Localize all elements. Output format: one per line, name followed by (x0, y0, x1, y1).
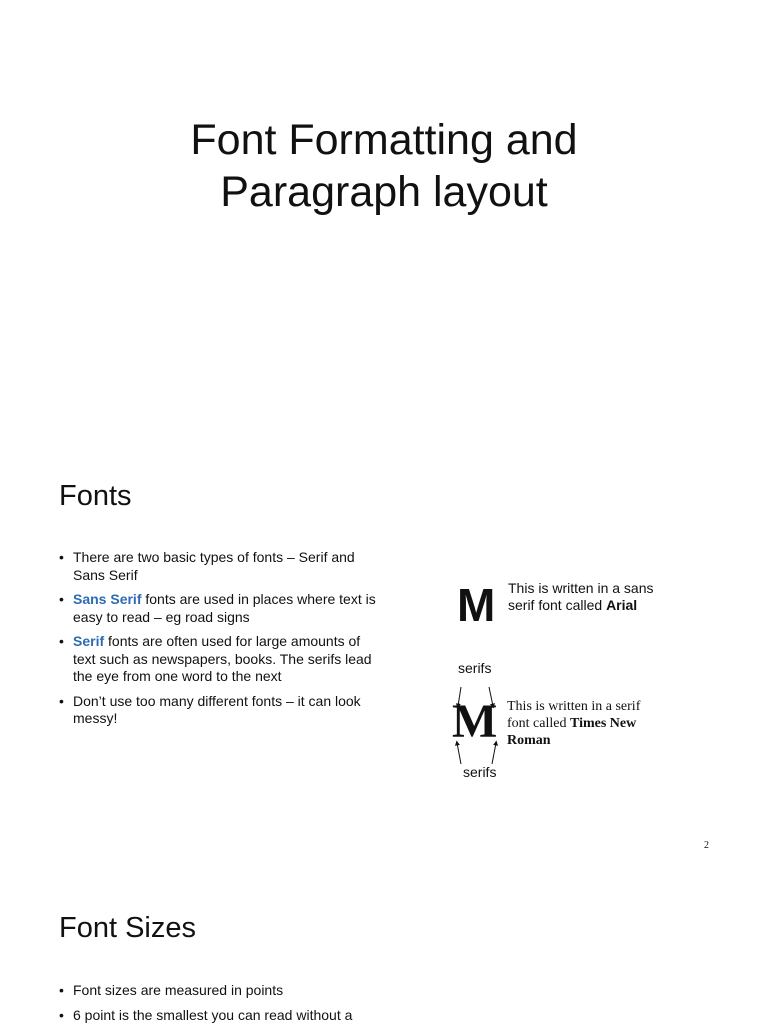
bullet-text: Font sizes are measured in points (73, 982, 284, 998)
serif-letter: M (452, 695, 498, 748)
bullet-item (59, 549, 381, 584)
serif-description (507, 698, 657, 749)
bullet-icon: • (59, 692, 64, 709)
bullet-text: 6 point is the smallest you can read without a (73, 1006, 353, 1023)
serifs-label-bottom: serifs (463, 764, 497, 780)
font-sizes-slide (0, 864, 768, 1024)
serif-example (448, 658, 688, 788)
sans-serif-text: This is written in a sans serif font called (508, 580, 654, 613)
serif-font-name: Times New Roman (507, 716, 637, 748)
fonts-slide (0, 432, 768, 864)
serifs-label-top: serifs (458, 660, 492, 676)
sans-serif-font-name: Arial (606, 597, 638, 613)
bullet-icon: • (59, 633, 64, 649)
page-number: 2 (704, 840, 709, 851)
sans-serif-letter: M (457, 579, 496, 631)
serif-text: This is written in a serif font called (507, 699, 641, 731)
slide-heading: Fonts (59, 480, 132, 512)
bullet-icon: • (59, 549, 64, 565)
title-line-1: Font Formatting and (190, 116, 578, 164)
title-line-2: Paragraph layout (220, 168, 548, 216)
bullet-text: Don’t use too many different fonts – it can look messy! (73, 692, 361, 726)
bullet-text: There are two basic types of fonts – Serif and Sans Serif (73, 549, 355, 583)
title-slide (0, 0, 768, 432)
bullet-icon: • (59, 982, 64, 998)
bullet-list (59, 549, 381, 735)
slide-heading: Font Sizes (59, 912, 196, 944)
bullet-icon: • (59, 1006, 64, 1023)
bullet-item (59, 591, 381, 626)
bullet-text: fonts are used in places where text is easy to read – eg road signs (73, 591, 376, 625)
highlight-term: Serif (73, 633, 105, 649)
bullet-item (59, 693, 381, 728)
sans-serif-description (508, 580, 668, 614)
bullet-item (59, 1007, 381, 1025)
bullet-item (59, 633, 381, 686)
bullet-icon: • (59, 591, 64, 607)
presentation-title (0, 114, 768, 218)
bullet-text: fonts are often used for large amounts of text such as newspapers, books. The serifs lead the eye from one word to the next (73, 633, 372, 684)
bullet-item (59, 982, 381, 1000)
highlight-term: Sans Serif (73, 591, 142, 607)
